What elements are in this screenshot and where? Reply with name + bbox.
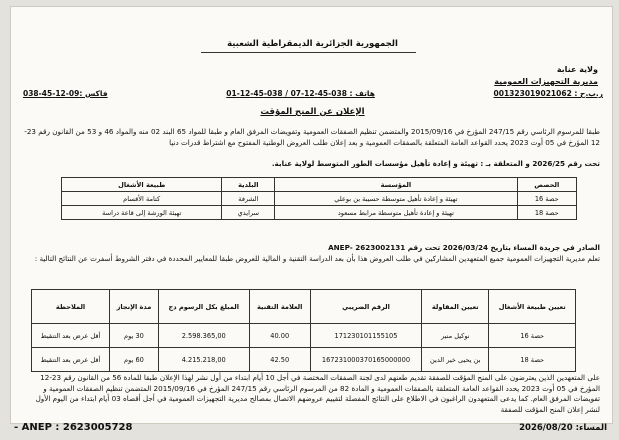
- notice-title: الإعلان عن المنح المؤقت: [260, 107, 365, 117]
- institution-cell: تهيئة و إعادة تأهيل متوسطة حسيبة بن بوعلي: [275, 192, 517, 206]
- col-contractor: تعيين المقاولة: [422, 290, 489, 324]
- wilaya-label: ولاية عنابة: [556, 65, 598, 74]
- lots-table-header: [62, 178, 577, 192]
- account-number: ر.ب.ح : 001323019021062: [493, 89, 603, 98]
- phone-number: هاتف : 038-45-12-07 / 038-45-12-01: [226, 89, 375, 98]
- duration-cell: 60 يوم: [110, 348, 159, 372]
- works-cell: كتامة الأقسام: [62, 192, 222, 206]
- anep-reference: - ANEP : 2623005728: [14, 422, 133, 433]
- col-duration: مدة الإنجاز: [110, 290, 159, 324]
- col-remark: الملاحظة: [32, 290, 110, 324]
- duration-cell: 30 يوم: [110, 324, 159, 348]
- col-municipality: البلدية: [222, 178, 275, 192]
- technical-score-cell: 42.50: [249, 348, 310, 372]
- technical-score-cell: 40.00: [249, 324, 310, 348]
- lots-table: [61, 177, 577, 220]
- award-table: [31, 289, 576, 372]
- appeal-paragraph: على المتعهدين الذين يعترضون على المنح المؤقت للصفقة تقديم طعنهم لدى لجنة الصفقات المختصة في أجل 10 أيام ابتداء من أول نشر لهذا الإعلان طبقا للمادة 56 من القانون رقم 23-12 المؤرخ في 05 أوت 2023 يحدد القواعد العامة المتعلقة بالصفقات العمومية و المادة 82 من المرسوم الرئاسي رقم 247/15 المؤرخ في 2015/09/16 المتضمن تنظيم الصفقات العمومية و تفويضات المرفق العام. كما يدعى المتعهدون الراغبون في الاطلاع على النتائج المفصلة لتقييم عروضهم الاتصال بمصالح مديرية التجهيزات العمومية في أجل أقصاه 03 أيام ابتداء من اليوم الأول لنشر إعلان المنح المؤقت للصفقة: [35, 373, 600, 414]
- publication-date: المساء: 2026/08/20: [519, 423, 607, 433]
- amount-cell: 4.215.218,00: [158, 348, 249, 372]
- table-row: [62, 206, 577, 220]
- tax-number-cell: 171230101155105: [310, 324, 421, 348]
- contact-line: [23, 89, 603, 98]
- notice-page: [10, 6, 613, 424]
- table-row: [32, 324, 576, 348]
- contractor-cell: بن يحيى خير الدين: [422, 348, 489, 372]
- municipality-cell: سرايدي: [222, 206, 275, 220]
- amount-cell: 2.598.365,00: [158, 324, 249, 348]
- publication-paragraph: [21, 243, 600, 264]
- header-underline: [201, 52, 416, 53]
- col-institution: المؤسسة: [275, 178, 517, 192]
- col-works-designation: تعيين طبيعة الأشغال: [489, 290, 576, 324]
- republic-header: الجمهورية الجزائرية الديمقراطية الشعبية: [227, 39, 398, 49]
- tender-subject: تحت رقم 2026/25 و المتعلقة بـ : تهيئة و إعادة تأهيل مؤسسات الطور المتوسط لولاية عنابة.: [271, 159, 600, 168]
- publication-reference: الصادر في جريدة المساء بتاريخ 2026/03/24 تحت رقم ANEP- 2623002131: [328, 243, 600, 252]
- lot-cell: حصة 18: [517, 206, 576, 220]
- col-technical-score: العلامة التقنية: [249, 290, 310, 324]
- lot-cell: حصة 16: [517, 192, 576, 206]
- footer-bar: [10, 422, 613, 437]
- fax-number: فاكس :09-12-45-038: [23, 89, 108, 98]
- remark-cell: أقل عرض بعد التنقيط: [32, 324, 110, 348]
- directorate-label: مديرية التجهيزات العمومية: [494, 77, 598, 86]
- award-table-header: [32, 290, 576, 324]
- col-works-nature: طبيعة الأشغال: [62, 178, 222, 192]
- legal-basis-paragraph: طبقا للمرسوم الرئاسي رقم 247/15 المؤرخ في 2015/09/16 والمتضمن تنظيم الصفقات العمومية وتفويضات المرفق العام و طبقا للمواد 65 البند 02 منه والمواد 46 و 53 من القانون رقم 23-12 المؤرخ في 05 أوت 2023 يحدد القواعد العامة المتعلقة بالصفقات العمومية و بعد إعلان طلب العروض الوطنية المفتوح مع اشتراط قدرات دنيا: [24, 127, 600, 147]
- lot-cell: حصة 16: [489, 324, 576, 348]
- contractor-cell: نوكيل منير: [422, 324, 489, 348]
- lot-cell: حصة 18: [489, 348, 576, 372]
- tax-number-cell: 167231000370165000000: [310, 348, 421, 372]
- table-row: [62, 192, 577, 206]
- results-intro: تعلم مديرية التجهيزات العمومية جميع المتعهدين المشاركين في طلب العروض هذا بأن بعد الدراسة التقنية و المالية للعروض طبقا للمعايير المحددة في دفتر الشروط أسفرت عن النتائج التالية :: [34, 253, 600, 263]
- municipality-cell: الشرفة: [222, 192, 275, 206]
- col-tax-number: الرقم الضريبي: [310, 290, 421, 324]
- institution-cell: تهيئة و إعادة تأهيل متوسطة مرابط مسعود: [275, 206, 517, 220]
- remark-cell: أقل عرض بعد التنقيط: [32, 348, 110, 372]
- table-row: [32, 348, 576, 372]
- works-cell: تهيئة الورشة إلى قاعة دراسة: [62, 206, 222, 220]
- col-lots: الحصص: [517, 178, 576, 192]
- col-amount: المبلغ بكل الرسوم دج: [158, 290, 249, 324]
